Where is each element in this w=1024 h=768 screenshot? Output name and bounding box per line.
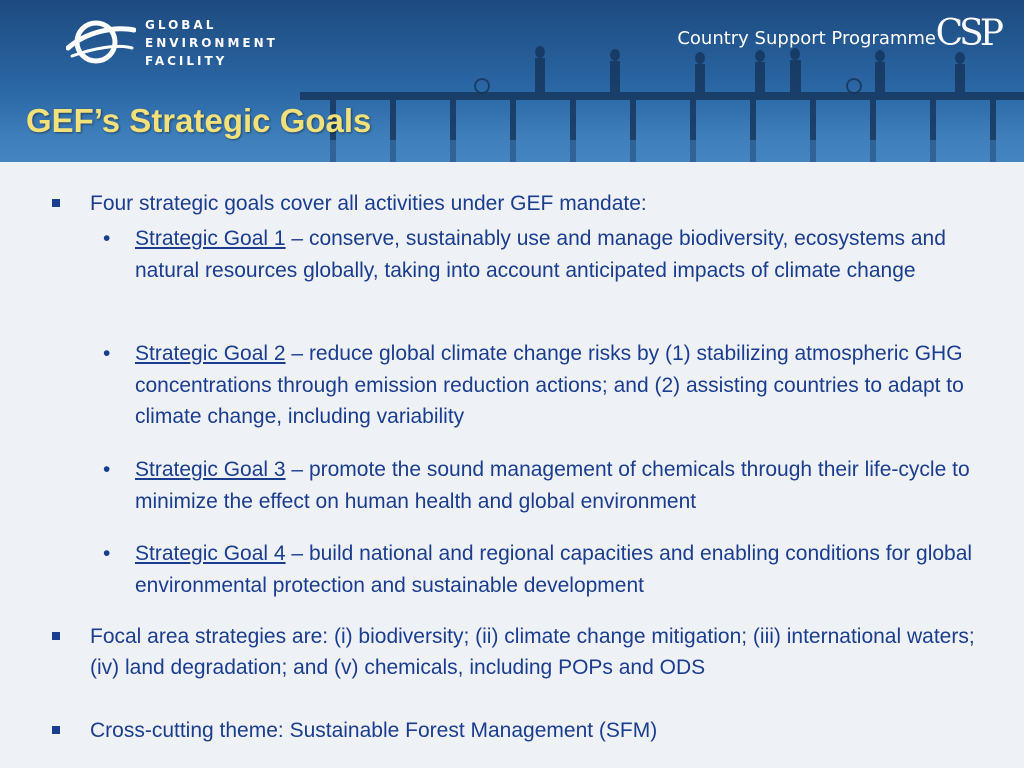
bullet-focal-area xyxy=(90,621,990,683)
slide-body xyxy=(0,162,1024,768)
logo-line-global: GLOBAL xyxy=(145,18,217,32)
goal-4-link[interactable]: Strategic Goal 4 xyxy=(135,542,286,565)
round-bullet-icon: • xyxy=(103,227,111,250)
round-bullet-icon: • xyxy=(103,458,111,481)
goal-4-text: – build national and regional capacities and enabling conditions for global environmental protection and sustainable development xyxy=(135,542,973,597)
bullet-intro xyxy=(90,188,990,219)
square-bullet-icon xyxy=(52,199,60,207)
csp-logo: CSP xyxy=(935,13,1000,54)
goal-3-link[interactable]: Strategic Goal 3 xyxy=(135,458,286,481)
goal-item-2 xyxy=(103,338,1005,433)
goal-item-3 xyxy=(103,454,1005,517)
slide-title: GEF’s Strategic Goals xyxy=(26,102,372,139)
bullet-intro-text: Four strategic goals cover all activities under GEF mandate: xyxy=(90,192,647,215)
square-bullet-icon xyxy=(52,726,60,734)
bullet-focal-area-text: Focal area strategies are: (i) biodiversity; (ii) climate change mitigation; (iii) international waters; (iv) land degradation; and (v) chemicals, including POPs and ODS xyxy=(90,625,975,679)
gef-globe-logo-icon xyxy=(66,18,136,66)
goal-3-text: – promote the sound management of chemicals through their life-cycle to minimize the effect on human health and global environment xyxy=(135,458,970,513)
goal-1-link[interactable]: Strategic Goal 1 xyxy=(135,227,286,250)
logo-line-facility: FACILITY xyxy=(145,54,228,68)
goal-1-text: – conserve, sustainably use and manage biodiversity, ecosystems and natural resources globally, taking into account anticipated impacts of climate change xyxy=(135,227,946,282)
goal-2-text: – reduce global climate change risks by (1) stabilizing atmospheric GHG concentrations through emission reduction actions; and (2) assisting countries to adapt to climate change, including variability xyxy=(135,342,964,428)
gef-logo-wordmark xyxy=(145,16,278,70)
round-bullet-icon: • xyxy=(103,542,111,565)
programme-label: Country Support Programme xyxy=(677,28,936,49)
bullet-cross-cutting xyxy=(90,715,990,746)
goal-2-link[interactable]: Strategic Goal 2 xyxy=(135,342,286,365)
bullet-cross-cutting-text: Cross-cutting theme: Sustainable Forest Management (SFM) xyxy=(90,719,658,742)
goal-item-4 xyxy=(103,538,1005,601)
header-banner xyxy=(0,0,1024,162)
logo-line-environment: ENVIRONMENT xyxy=(145,36,278,50)
goal-item-1 xyxy=(103,223,1005,286)
square-bullet-icon xyxy=(52,632,60,640)
round-bullet-icon: • xyxy=(103,342,111,365)
